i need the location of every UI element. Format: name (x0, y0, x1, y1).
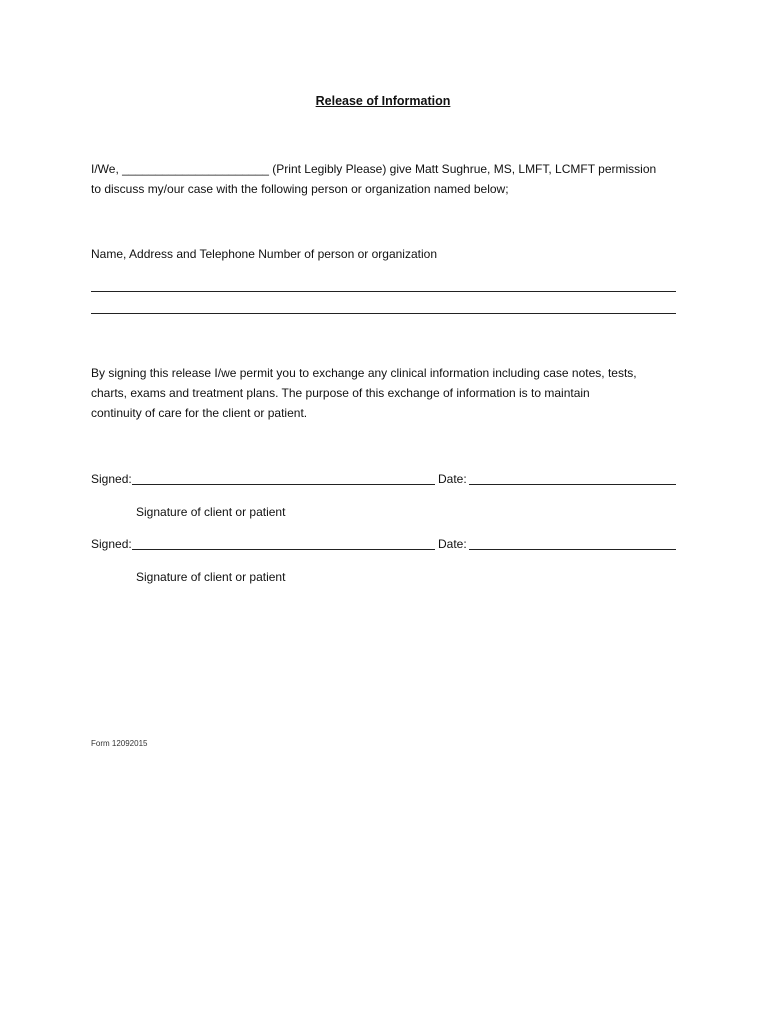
consent-paragraph (91, 363, 691, 423)
signature-caption-2: Signature of client or patient (136, 570, 286, 584)
document-title: Release of Information (315, 94, 451, 108)
signature-row-1 (91, 469, 676, 489)
consent-line-2: charts, exams and treatment plans. The purpose of this exchange of information is to maintain (91, 386, 590, 400)
signature-row-2 (91, 534, 676, 554)
consent-line-1: By signing this release I/we permit you to exchange any clinical information including case notes, tests, (91, 366, 637, 380)
intro-paragraph (91, 159, 691, 199)
signature-field-2[interactable] (132, 549, 435, 550)
date-field-1[interactable] (469, 484, 676, 485)
intro-line-2: to discuss my/our case with the following person or organization named below; (91, 182, 509, 196)
signed-label: Signed: (91, 537, 132, 551)
signature-caption-1: Signature of client or patient (136, 505, 286, 519)
intro-line-1: I/We, ______________________ (Print Legibly Please) give Matt Sughrue, MS, LMFT, LCMFT permission (91, 162, 657, 176)
consent-line-3: continuity of care for the client or patient. (91, 406, 308, 420)
signature-field-1[interactable] (132, 484, 435, 485)
recipient-label: Name, Address and Telephone Number of person or organization (91, 247, 437, 261)
date-label: Date: (438, 537, 467, 551)
recipient-line-2[interactable] (91, 313, 676, 314)
date-field-2[interactable] (469, 549, 676, 550)
date-label: Date: (438, 472, 467, 486)
form-number: Form 12092015 (91, 739, 148, 748)
recipient-line-1[interactable] (91, 291, 676, 292)
signed-label: Signed: (91, 472, 132, 486)
